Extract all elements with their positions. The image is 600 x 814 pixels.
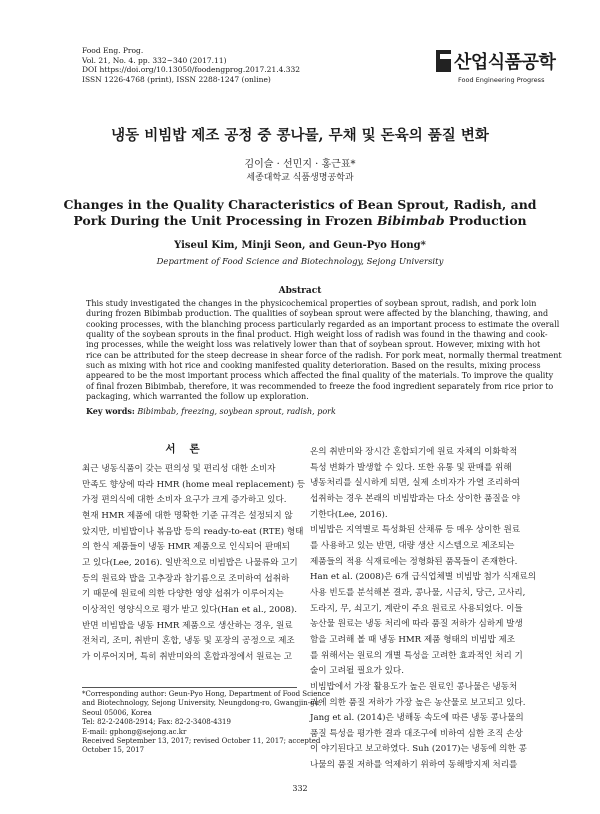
abstract-heading: Abstract <box>278 286 322 296</box>
footnotes <box>82 690 330 756</box>
paragraph-line: 특성 변화가 발생할 수 있다. 또한 유통 및 판매를 위해 <box>310 462 512 473</box>
journal-doi[interactable]: DOI https://doi.org/10.13050/foodengprog.2017.21.4.332 <box>82 65 301 75</box>
paragraph-line: 최근 냉동식품이 갖는 편의성 및 편리성 대한 소비자 <box>82 464 276 474</box>
abstract-line: during frozen Bibimbab production. The qualities of soybean sprout were affected by the blanching, thawing, and <box>86 309 549 319</box>
logo-subtitle: Food Engineering Progress <box>458 76 545 84</box>
paragraph-line: 온의 취반미와 장시간 혼합되기에 원료 자체의 이화학적 <box>310 447 518 457</box>
paragraph-line: 냉동처리를 실시하게 되면, 실제 소비자가 가열 조리하여 <box>310 478 521 489</box>
paragraph-line: 의 한식 제품들이 냉동 HMR 제품으로 인식되어 판매되 <box>82 542 290 553</box>
paragraph-line: 를 위해서는 원료의 개별 특성을 고려한 효과적인 처리 기 <box>310 650 523 661</box>
paragraph-line: Jang et al. (2014)은 냉해동 속도에 따른 냉동 콩나물의 <box>310 713 524 724</box>
english-title-prefix: Pork During the Unit Processing in Frozen <box>73 213 377 228</box>
paragraph-line: 품질 특성을 평가한 결과 대조구에 비하여 심한 조직 손상 <box>310 728 523 739</box>
abstract-line: This study investigated the changes in the physicochemical properties of soybean sprout, radish, and pork loin <box>86 299 537 308</box>
paragraph-line: 술이 고려될 필요가 있다. <box>310 666 404 677</box>
paragraph-line: 농산물 원료는 냉동 처리에 따라 품질 저하가 심하게 발생 <box>310 619 523 630</box>
paragraph-line: 를 사용하고 있는 반면, 대량 생산 시스템으로 제조되는 <box>310 540 515 551</box>
abstract-line: ing processes, while the weight loss was relatively lower than that of soybean sprout. However, mixing with hot <box>86 340 541 350</box>
footnote-line: Received September 13, 2017; revised October 11, 2017; accepted <box>82 737 321 746</box>
journal-issn: ISSN 1226-4768 (print), ISSN 2288-1247 (online) <box>82 74 271 84</box>
english-title-line-1: Changes in the Quality Characteristics of Bean Sprout, Radish, and <box>63 197 537 212</box>
abstract-line: of final frozen Bibimbab, therefore, it was recommended to freeze the food ingredient separately from rice prior to <box>86 381 554 391</box>
footnote-line: October 15, 2017 <box>82 746 145 755</box>
logo-mark-icon <box>436 50 451 72</box>
paragraph-line: 이상적인 영양식으로 평가 받고 있다(Han et al., 2008). <box>82 604 297 615</box>
abstract-line: packaging, which warranted the follow up exploration. <box>86 392 309 402</box>
abstract-line: appeared to be the most important process which affected the final quality of the materials. To improve the quality <box>86 371 554 381</box>
english-title-line-2 <box>0 213 600 229</box>
paragraph-line: 만족도 향상에 따라 HMR (home meal replacement) 등 <box>82 479 306 490</box>
korean-title: 냉동 비빔밥 제조 공정 중 콩나물, 무채 및 돈육의 품질 변화 <box>111 127 489 144</box>
paragraph-line: 리에 의한 품질 저하가 가장 높은 농산물로 보고되고 있다. <box>310 697 526 708</box>
korean-authors: 김이슬 · 선민지 · 홍근표* <box>244 159 356 170</box>
paragraph-line: 나물의 품질 저하를 억제하기 위하여 동해방지제 처리를 <box>310 760 518 771</box>
english-title-italic: Bibimbab <box>376 213 445 228</box>
abstract-line: rice can be attributed for the steep decrease in shear force of the radish. For pork meat, normally thermal treatment <box>86 350 562 360</box>
keywords-label: Key words: <box>86 406 135 416</box>
paragraph-line: 이 야기된다고 보고하였다. Suh (2017)는 냉동에 의한 콩 <box>310 744 527 755</box>
section-title-introduction: 서론 <box>165 443 214 455</box>
paragraph-line: 도라지, 무, 쇠고기, 계란이 주요 원료로 사용되었다. 이들 <box>310 603 523 614</box>
footnote-email[interactable]: E-mail: gphong@sejong.ac.kr <box>82 727 187 736</box>
paragraph-line: 기 때문에 원료에 의한 다양한 영양 섭취가 이루어지는 <box>82 589 284 600</box>
paragraph-line: Han et al. (2008)은 6개 급식업체별 비빔밥 첨가 식재료의 <box>310 572 537 583</box>
journal-logo <box>436 48 556 88</box>
paragraph-line: 가 이루어지며, 특히 취반미와의 혼합과정에서 원료는 고 <box>82 651 293 662</box>
paragraph-line: 사용 빈도를 분석해본 결과, 콩나물, 시금치, 당근, 고사리, <box>310 587 526 598</box>
paragraph-line: 섭취하는 경우 본래의 비빔밥과는 다소 상이한 품질을 야 <box>310 493 521 504</box>
abstract-line: quality of the soybean sprouts in the final product. High weight loss of radish was found in the thawing and cook- <box>86 330 548 340</box>
paragraph-line: 비빔밥은 지역별로 특성화된 산채류 등 매우 상이한 원료 <box>310 525 521 536</box>
keywords <box>86 406 514 416</box>
paragraph-line: 전처리, 조미, 취반미 혼합, 냉동 및 포장의 공정으로 제조 <box>82 636 295 647</box>
paragraph-line: 함을 고려해 볼 때 냉동 HMR 제품 형태의 비빔밥 제조 <box>310 634 516 645</box>
footnote-divider <box>82 687 297 688</box>
english-authors: Yiseul Kim, Minji Seon, and Geun-Pyo Hong* <box>174 240 426 251</box>
page-number: 332 <box>292 784 308 793</box>
footnote-line: and Biotechnology, Sejong University, Neungdong-ro, Gwangjin-gu, <box>82 699 322 708</box>
footnote-line: Seoul 05006, Korea <box>82 708 152 717</box>
paragraph-line: 가정 편의식에 대한 소비자 요구가 크게 증가하고 있다. <box>82 495 287 506</box>
abstract-line: cooking processes, with the blanching process particularly regarded as an important process to estimate the overall <box>86 319 560 329</box>
footnote-line: *Corresponding author: Geun-Pyo Hong, Department of Food Science <box>82 690 330 698</box>
english-title-suffix: Production <box>444 213 527 228</box>
left-column-text <box>82 462 306 666</box>
abstract-body <box>86 299 562 402</box>
paragraph-line: 기한다(Lee, 2016). <box>310 509 388 520</box>
abstract-line: such as mixing with hot rice and cooking manifested quality deterioration. Based on the results, mixing process <box>86 361 541 371</box>
paragraph-line: 등의 원료와 밥을 고추장과 참기름으로 조미하여 섭취하 <box>82 573 290 584</box>
right-column-text <box>310 445 537 774</box>
paragraph-line: 았지만, 비빔밥이나 볶음밥 등의 ready-to-eat (RTE) 형태 <box>82 526 304 537</box>
paragraph-line: 반면 비빔밥을 냉동 HMR 제품으로 생산하는 경우, 원료 <box>82 620 293 631</box>
journal-info <box>82 46 300 84</box>
korean-affiliation: 세종대학교 식품생명공학과 <box>246 173 354 183</box>
journal-volume: Vol. 21, No. 4. pp. 332~340 (2017.11) <box>82 55 227 65</box>
english-affiliation: Department of Food Science and Biotechnology, Sejong University <box>156 257 444 267</box>
paragraph-line: 비빔밥에서 가장 활용도가 높은 원료인 콩나물은 냉동처 <box>310 681 518 692</box>
journal-name: Food Eng. Prog. <box>82 46 144 55</box>
footnote-line: Tel: 82-2-2408-2914; Fax: 82-2-3408-4319 <box>82 718 231 727</box>
paragraph-line: 고 있다(Lee, 2016). 일반적으로 비빔밥은 나물류와 고기 <box>82 557 298 568</box>
paragraph-line: 제품들의 적용 식재료에는 정형화된 품목들이 존재한다. <box>310 556 518 567</box>
keywords-value: Bibimbab, freezing, soybean sprout, radish, pork <box>134 407 336 416</box>
english-title <box>0 197 600 229</box>
logo-title: 산업식품공학 <box>454 52 556 73</box>
paragraph-line: 현재 HMR 제품에 대한 명확한 기준 규격은 설정되지 않 <box>82 510 293 521</box>
